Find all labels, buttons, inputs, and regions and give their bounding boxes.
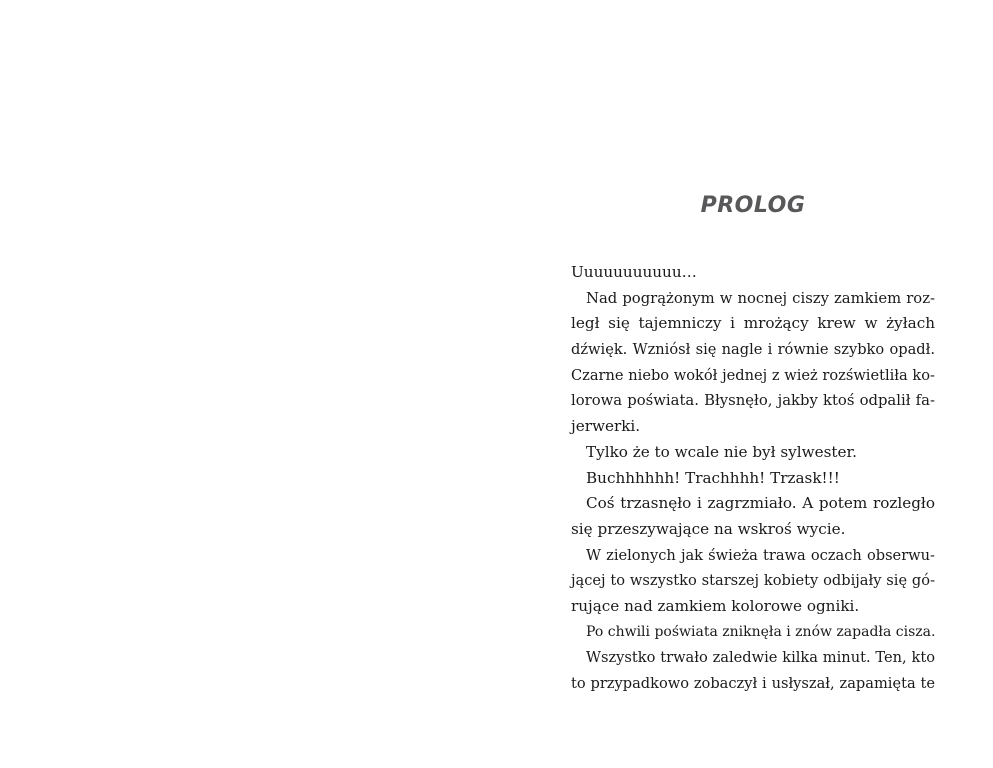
text-line: rujące nad zamkiem kolorowe ogniki.	[571, 596, 860, 615]
text-line: to przypadkowo zobaczył i usłyszał, zapamięta te	[571, 675, 935, 692]
body-text	[571, 260, 935, 697]
text-line: dźwięk. Wzniósł się nagle i równie szybko opadł.	[571, 341, 935, 359]
text-line: W zielonych jak świeża trawa oczach obserwu-	[586, 546, 935, 564]
text-line: Po chwili poświata zniknęła i znów zapadła cisza.	[586, 623, 936, 640]
text-line: Nad pogrążonym w nocnej ciszy zamkiem roz-	[586, 289, 935, 307]
text-line: Tylko że to wcale nie był sylwester.	[586, 442, 857, 461]
left-page-blank	[0, 0, 496, 768]
text-line: się przeszywające na wskroś wycie.	[571, 519, 846, 538]
text-line: jerwerki.	[571, 417, 641, 436]
chapter-title: PROLOG	[700, 193, 806, 218]
text-line: Coś trzasnęło i zagrzmiało. A potem rozległo	[586, 494, 935, 513]
text-line: Wszystko trwało zaledwie kilka minut. Ten, kto	[586, 649, 935, 667]
text-line: lorowa poświata. Błysnęło, jakby ktoś odpalił fa-	[571, 392, 935, 410]
text-line: Uuuuuuuuuuu…	[571, 263, 697, 281]
text-line: jącej to wszystko starszej kobiety odbijały się gó-	[571, 572, 935, 590]
text-line: Czarne niebo wokół jednej z wież rozświetliła ko-	[571, 366, 935, 384]
text-line: legł się tajemniczy i mrożący krew w żyłach	[571, 314, 935, 333]
text-line: Buchhhhhh! Trachhhh! Trzask!!!	[586, 468, 840, 487]
